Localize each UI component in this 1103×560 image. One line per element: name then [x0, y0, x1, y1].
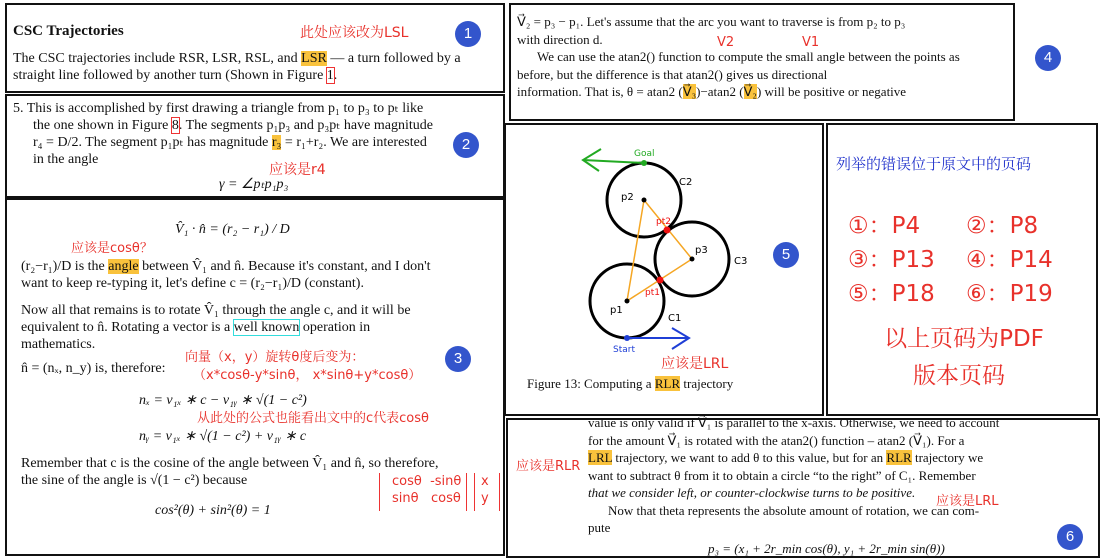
annotation-lrl: 应该是LRL — [661, 356, 729, 372]
rotation-matrix — [379, 473, 467, 511]
page-item: ⑥：P19 — [966, 281, 1053, 307]
highlight-rlr: RLR — [886, 450, 912, 465]
text: Now all that remains is to rotate V̂₁ through the angle c, and it will be equivalent to n̂. Rotating a vector is a — [21, 303, 411, 335]
label-c2: C2 — [679, 177, 693, 188]
highlight-v2: V⃗₂ — [743, 84, 757, 99]
badge-6: 6 — [1057, 524, 1083, 550]
highlight-r3: r₃ — [271, 135, 282, 150]
text-line: V⃗₂ = p₃ − p₁. Let's assume that the arc you want to traverse is from p₂ to p₃ — [517, 14, 906, 29]
panel-triangle — [5, 94, 505, 198]
label-p2: p2 — [621, 192, 634, 203]
equation-ny: nᵧ = v₁ₓ ∗ √(1 − c²) + v₁ᵧ ∗ c — [139, 429, 307, 444]
center-p3 — [690, 257, 695, 262]
highlight-lsr: LSR — [301, 51, 327, 66]
matrix-cell: cosθ — [430, 491, 461, 506]
equation-p3: p₃ = (x₁ + 2r_min cos(θ), y₁ + 2r_min sin(θ)) — [708, 541, 945, 556]
text: . — [333, 68, 338, 83]
matrix-cell: -sinθ — [430, 474, 462, 489]
label-p3: p3 — [695, 245, 708, 256]
text: information. That is, θ = atan2 ( — [517, 84, 683, 99]
paragraph — [21, 258, 433, 292]
goal-point — [641, 160, 647, 166]
equation-nx: nₓ = v₁ₓ ∗ c − v₁ᵧ ∗ √(1 − c²) — [139, 393, 307, 408]
text: The CSC trajectories include RSR, LSR, RSL, and — [13, 51, 302, 66]
text: Figure 13: Computing a — [527, 376, 655, 391]
matrix-cell: cosθ — [392, 474, 422, 489]
text: ) will be positive or negative — [756, 84, 907, 99]
equation-gamma: γ = ∠pₜp₁p₃ — [219, 177, 289, 192]
text: (r₂−r₁)/D is the — [21, 259, 109, 274]
text-line: n̂ = (nₓ, n_y) is, therefore: — [21, 361, 166, 376]
annotation-lrl: 应该是LRL — [936, 494, 999, 509]
text-italic: that we consider left, or counter-clockwise turns to be positive. — [588, 485, 916, 500]
label-pt2: pt2 — [656, 217, 671, 227]
label-goal: Goal — [634, 149, 655, 159]
label-p1: p1 — [610, 305, 623, 316]
annotation-v2: V2 — [717, 35, 735, 50]
vector-cell: x — [481, 474, 489, 489]
annotation-rotate-2: （x*cosθ-y*sinθ， x*sinθ+y*cosθ） — [193, 368, 422, 383]
page-item: ①：P4 — [848, 213, 921, 239]
panel-theta — [506, 415, 1100, 558]
paragraph — [13, 100, 493, 168]
text-line: 5. This is accomplished by first drawing a triangle from p₁ to p₃ to pₜ like — [13, 101, 424, 116]
text-line: pute — [588, 520, 611, 535]
text: . The segments p₁p₃ and p₃pₜ have magnitude — [178, 118, 433, 133]
annotation-cos: 应该是cosθ？ — [71, 241, 153, 256]
equation-identity: cos²(θ) + sin²(θ) = 1 — [155, 503, 271, 518]
annotation-formula: 从此处的公式也能看出文中的c代表cosθ — [197, 411, 429, 426]
annotation-rotate-1: 向量（x，y）旋转θ度后变为： — [185, 350, 365, 365]
page-note-1: 以上页码为PDF — [884, 326, 1044, 352]
text-line: want to subtract θ from it to obtain a circle “to the right” of C₁. Remember — [588, 467, 976, 483]
start-point — [624, 335, 630, 341]
panel-rotation — [5, 198, 505, 556]
text: )−atan2 ( — [696, 84, 744, 99]
matrix-cell: sinθ — [392, 491, 419, 506]
paragraph — [517, 13, 987, 101]
text: operation in mathematics. — [21, 320, 371, 352]
center-p2 — [642, 198, 647, 203]
badge-3: 3 — [445, 346, 471, 372]
text-line: Now that theta represents the absolute amount of rotation, we can com- — [608, 502, 980, 518]
tangent-pt1 — [657, 277, 664, 284]
figure-caption — [527, 375, 733, 392]
text: trajectory we — [911, 450, 984, 465]
text: trajectory, we want to add θ to this value, but for an — [612, 450, 887, 465]
equation-dot-product: V̂₁ · n̂ = (r₂ − r₁) / D — [175, 222, 290, 237]
goal-arrow — [583, 160, 644, 163]
highlight-rlr: RLR — [654, 376, 681, 391]
page-note-2: 版本页码 — [913, 363, 1005, 389]
badge-2: 2 — [453, 132, 479, 158]
page-item: ⑤：P18 — [848, 281, 935, 307]
text-line: for the amount V⃗₁ is rotated with the atan2() function – atan2 (V⃗₁). For a — [588, 432, 965, 448]
text: the one shown in Figure — [33, 118, 172, 133]
figure-link[interactable]: 8 — [171, 118, 179, 133]
vector-xy — [474, 473, 500, 511]
page-item: ④：P14 — [966, 247, 1053, 273]
annotation-rlr: 应该是RLR — [516, 459, 581, 474]
figure-link[interactable]: 1 — [326, 68, 334, 83]
label-c3: C3 — [734, 256, 748, 267]
text: trajectory — [680, 376, 734, 391]
paragraph — [13, 50, 498, 84]
paragraph: Remember that c is the cosine of the angle between V̂₁ and n̂, so therefore, the sine of the angle is √(1 − c²) because — [21, 456, 439, 488]
text: — a turn followed by a straight line followed by another turn (Shown in Figure — [13, 51, 461, 83]
text: = r₁+r₂. We are interested — [281, 135, 427, 150]
section-heading: CSC Trajectories — [13, 23, 124, 39]
vector-cell: y — [481, 491, 489, 506]
highlight-v3: V⃗₃ — [682, 84, 697, 99]
text-line: with direction d. — [517, 31, 603, 47]
page-item: ③：P13 — [848, 247, 935, 273]
center-p1 — [625, 299, 630, 304]
panel-atan2 — [509, 3, 1053, 121]
panel-figure — [504, 123, 824, 416]
link-well-known[interactable]: well known — [233, 320, 300, 335]
tangent-pt2 — [664, 227, 671, 234]
badge-1: 1 — [455, 21, 481, 47]
label-pt1: pt1 — [645, 288, 660, 298]
highlight-lrl: LRL — [588, 450, 613, 465]
badge-4: 4 — [1035, 45, 1061, 71]
text: between V̂₁ and n̂. Because it's constant, and I don't want to keep re-typing it, let's define c = (r₂−r₁)/D (constant). — [21, 259, 431, 291]
panel-page-list — [826, 123, 1098, 416]
badge-5: 5 — [773, 242, 799, 268]
label-start: Start — [613, 345, 635, 355]
highlight-angle: angle — [108, 259, 139, 274]
annotation-v1: V1 — [802, 35, 820, 50]
text-line: We can use the atan2() function to compute the small angle between the points as before, but the difference is that atan2() gives us directional — [517, 49, 960, 82]
panel-csc-trajectories — [5, 3, 505, 93]
text: r₄ = D/2. The segment p₁pₜ has magnitude — [33, 135, 272, 150]
page-item: ②：P8 — [966, 213, 1039, 239]
page-list-title: 列举的错误位于原文中的页码 — [836, 155, 1032, 173]
annotation-lsl: 此处应该改为LSL — [300, 25, 409, 41]
paragraph — [588, 414, 1088, 537]
label-c1: C1 — [668, 313, 682, 324]
annotation-r4: 应该是r4 — [269, 162, 326, 178]
text-line: value is only valid if V⃗₁ is parallel to the x-axis. Otherwise, we need to account — [588, 415, 1000, 430]
page-grid — [848, 211, 1098, 309]
text-line: in the angle — [33, 152, 99, 167]
